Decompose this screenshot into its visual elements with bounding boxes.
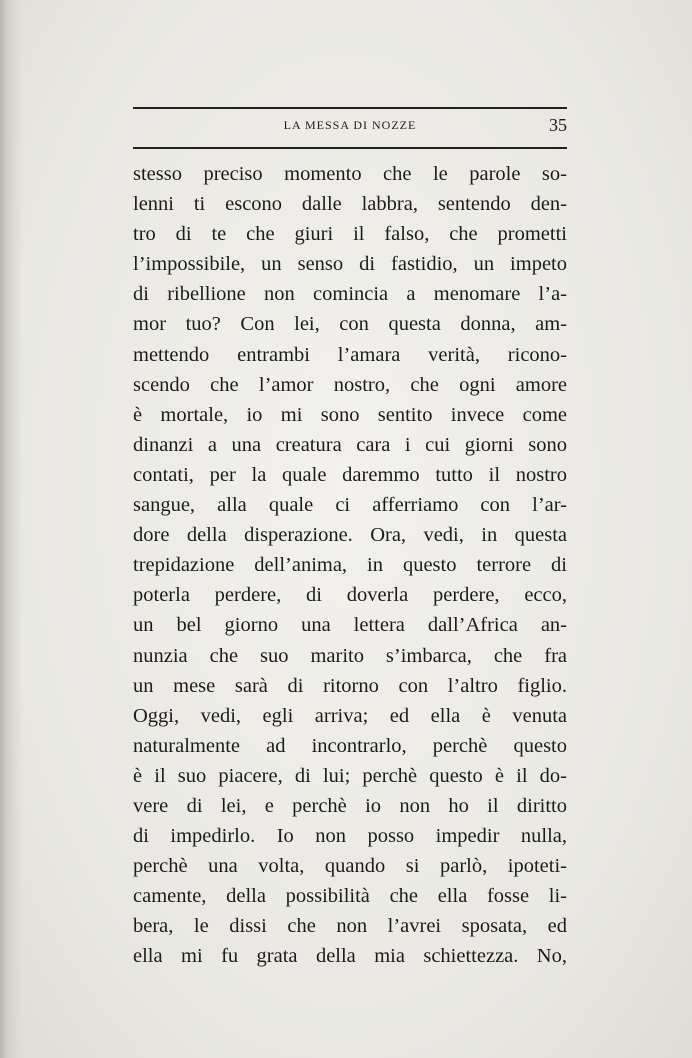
text-line: l’impossibile, un senso di fastidio, un impeto xyxy=(133,253,567,276)
page-binding-shadow xyxy=(0,0,22,1058)
text-line: camente, della possibilità che ella fosse li- xyxy=(133,885,567,908)
text-line: scendo che l’amor nostro, che ogni amore xyxy=(133,373,567,396)
text-line: è il suo piacere, di lui; perchè questo è il do- xyxy=(133,764,567,787)
text-line: trepidazione dell’anima, in questo terrore di xyxy=(133,554,567,577)
text-line: naturalmente ad incontrarlo, perchè questo xyxy=(133,734,567,757)
text-line: tro di te che giuri il falso, che prometti xyxy=(133,223,567,246)
text-line: Oggi, vedi, egli arriva; ed ella è venuta xyxy=(133,704,567,727)
running-title: LA MESSA DI NOZZE xyxy=(283,118,417,132)
text-line: stesso preciso momento che le parole so- xyxy=(133,163,567,185)
header-rule-bottom xyxy=(133,147,567,149)
text-line: lenni ti escono dalle labbra, sentendo den- xyxy=(133,193,567,216)
text-line: ella mi fu grata della mia schiettezza. No, xyxy=(133,945,567,968)
text-line: dore della disperazione. Ora, vedi, in questa xyxy=(133,524,567,547)
text-line: un mese sarà di ritorno con l’altro figlio. xyxy=(133,674,567,697)
body-text xyxy=(133,159,567,972)
text-line: è mortale, io mi sono sentito invece come xyxy=(133,403,567,426)
page-number: 35 xyxy=(549,115,567,135)
text-line: contati, per la quale daremmo tutto il nostro xyxy=(133,463,567,486)
text-line: mettendo entrambi l’amara verità, ricono- xyxy=(133,343,567,366)
header-rule-top xyxy=(133,107,567,109)
text-line: sangue, alla quale ci afferriamo con l’ar- xyxy=(133,494,567,517)
text-line: vere di lei, e perchè io non ho il diritto xyxy=(133,794,567,817)
text-line: mor tuo? Con lei, con questa donna, am- xyxy=(133,313,567,336)
text-line: poterla perdere, di doverla perdere, ecco, xyxy=(133,584,567,607)
text-line: un bel giorno una lettera dall’Africa an- xyxy=(133,614,567,637)
text-line: di impedirlo. Io non posso impedir nulla, xyxy=(133,825,567,848)
running-head xyxy=(133,115,567,138)
text-line: dinanzi a una creatura cara i cui giorni sono xyxy=(133,433,567,456)
text-line: di ribellione non comincia a menomare l’a- xyxy=(133,283,567,306)
text-line: nunzia che suo marito s’imbarca, che fra xyxy=(133,644,567,667)
text-line: bera, le dissi che non l’avrei sposata, ed xyxy=(133,915,567,938)
text-line: perchè una volta, quando si parlò, ipoteti- xyxy=(133,855,567,878)
